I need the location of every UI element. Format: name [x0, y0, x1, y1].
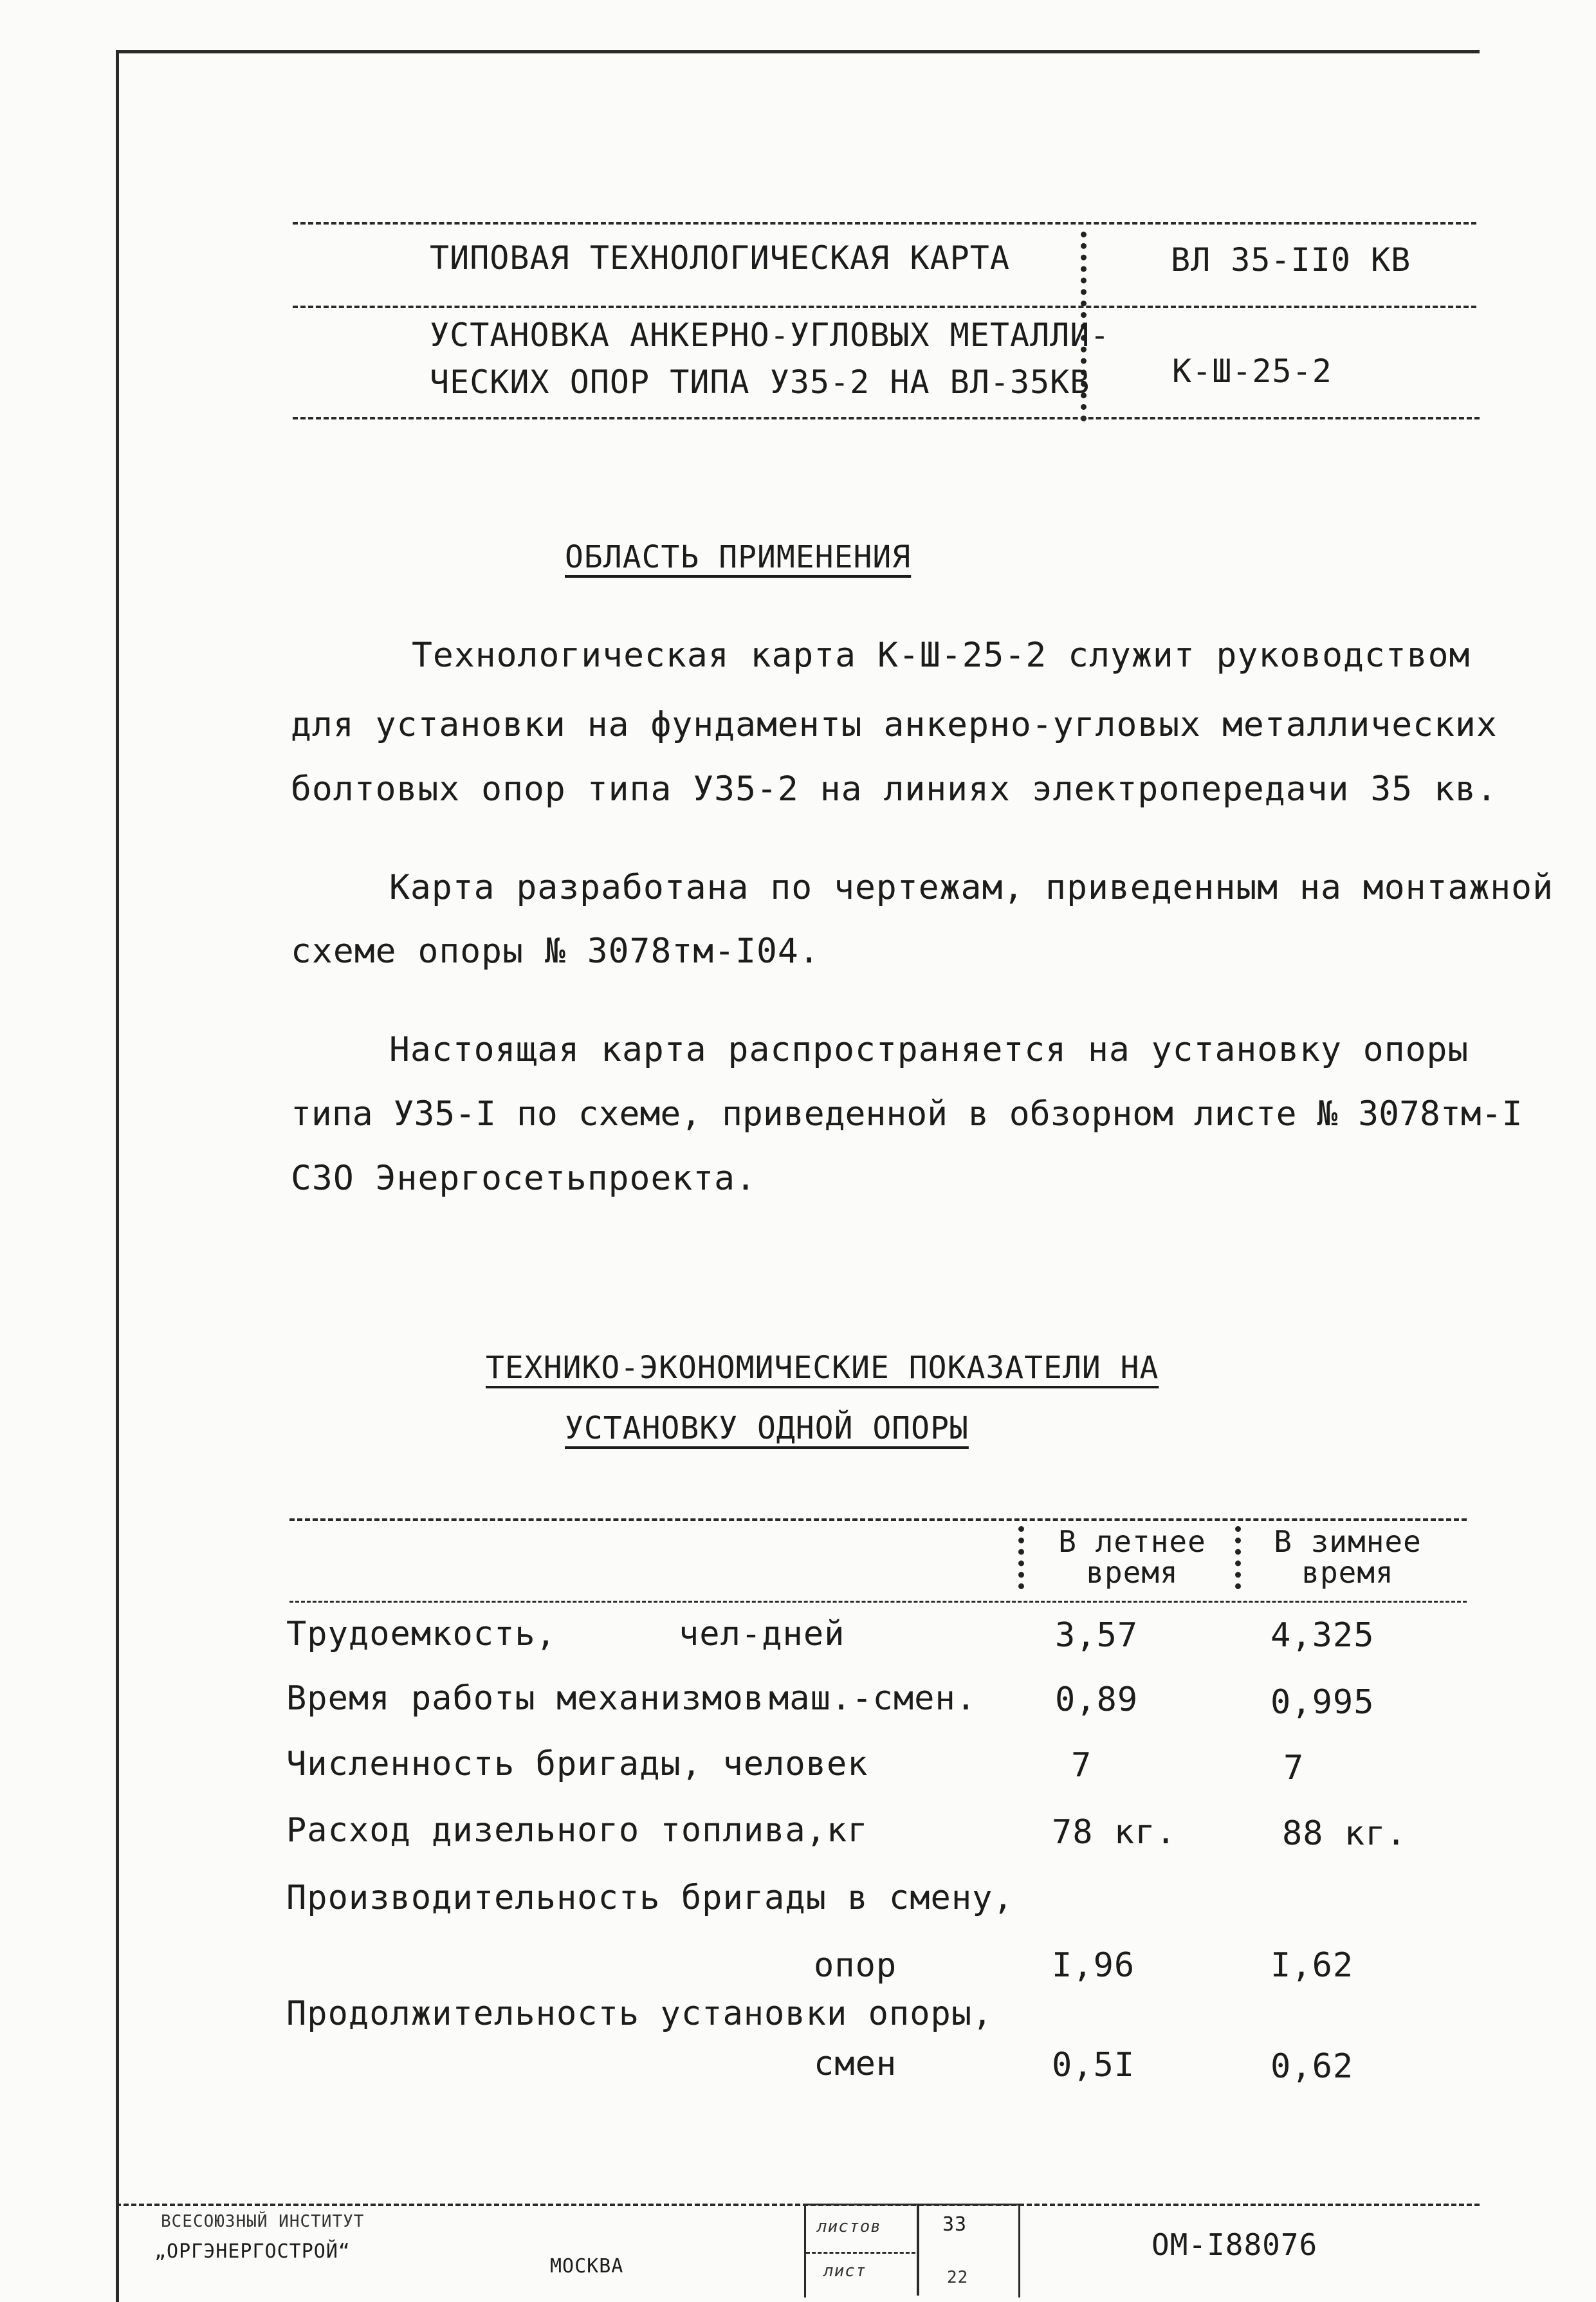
header-mid-rule: [293, 306, 1476, 308]
footer-sheets-label: листов: [817, 2217, 881, 2236]
scope-paragraph-3-line2: типа У35-I по схеме, приведенной в обзорном листе № 3078тм-I: [291, 1094, 1523, 1134]
header-card-code: К-Ш-25-2: [1172, 353, 1332, 390]
header-subtitle-line2: ЧЕСКИХ ОПОР ТИПА У35-2 НА ВЛ-35КВ: [430, 364, 1090, 401]
footer-sheet-label: лист: [823, 2261, 867, 2281]
header-series: ВЛ 35-II0 КВ: [1171, 241, 1411, 279]
table-cell-summer: 7: [1071, 1746, 1092, 1785]
scope-paragraph-1-line3: болтовых опор типа У35-2 на линиях электропередачи 35 кв.: [291, 769, 1498, 809]
table-col-divider-2: [1235, 1526, 1241, 1589]
table-cell-summer: 3,57: [1055, 1616, 1139, 1655]
footer-sheet-box-mid-rule: [806, 2252, 915, 2254]
table-cell-winter: 88 кг.: [1282, 1814, 1407, 1853]
section-title-scope: ОБЛАСТЬ ПРИМЕНЕНИЯ: [565, 539, 912, 575]
table-row-label: Продолжительность установки опоры,: [286, 1994, 993, 2033]
table-row-label: Трудоемкость,: [286, 1615, 556, 1653]
table-cell-winter: 0,995: [1270, 1683, 1375, 1722]
table-row-label: Численность бригады, человек: [286, 1745, 868, 1783]
footer-document-code: ОМ-I88076: [1151, 2227, 1318, 2262]
footer-sheets-value: 33: [942, 2213, 968, 2236]
table-cell-winter: 0,62: [1270, 2047, 1354, 2086]
table-cell-summer: 78 кг.: [1052, 1813, 1177, 1852]
section-title-indicators-line1: ТЕХНИКО-ЭКОНОМИЧЕСКИЕ ПОКАЗАТЕЛИ НА: [486, 1350, 1159, 1386]
table-cell-summer: 0,89: [1055, 1680, 1139, 1719]
table-col-divider-1: [1018, 1526, 1024, 1589]
section-title-indicators-line2: УСТАНОВКУ ОДНОЙ ОПОРЫ: [565, 1410, 969, 1446]
header-top-rule: [293, 222, 1476, 225]
table-row-label: Расход дизельного топлива,кг: [286, 1811, 868, 1850]
table-header-summer: [1045, 1526, 1219, 1588]
scope-paragraph-3-line1: Настоящая карта распространяется на установку опоры: [389, 1030, 1469, 1069]
header-subtitle-line1: УСТАНОВКА АНКЕРНО-УГЛОВЫХ МЕТАЛЛИ-: [430, 317, 1110, 354]
table-top-rule: [289, 1518, 1467, 1521]
footer-sheet-value: 22: [947, 2268, 969, 2287]
table-row-label: Производительность бригады в смену,: [286, 1879, 1014, 1917]
table-cell-winter: 4,325: [1270, 1616, 1375, 1655]
table-cell-summer: I,96: [1052, 1946, 1135, 1985]
table-cell-summer: 0,5I: [1052, 2046, 1135, 2085]
table-header-summer-line1: В летнее: [1058, 1524, 1206, 1559]
table-row-label: Время работы механизмов: [286, 1679, 765, 1718]
table-row-unit: опор: [814, 1946, 897, 1985]
table-row-unit: маш.-смен.: [769, 1679, 977, 1718]
footer-top-rule: [116, 2204, 1480, 2206]
table-header-winter: [1261, 1526, 1435, 1588]
table-cell-winter: 7: [1283, 1749, 1305, 1787]
scope-paragraph-2-line1: Карта разработана по чертежам, приведенным на монтажной: [389, 868, 1554, 907]
footer-org-line1: ВСЕСОЮЗНЫЙ ИНСТИТУТ: [161, 2212, 365, 2231]
header-bottom-rule: [293, 417, 1480, 419]
footer-org-line2: „ОРГЭНЕРГОСТРОЙ“: [154, 2240, 351, 2263]
scope-paragraph-1-line1: Технологическая карта К-Ш-25-2 служит руководством: [412, 636, 1471, 675]
scope-paragraph-1-line2: для установки на фундаменты анкерно-угловых металлических: [291, 705, 1498, 744]
footer-city: МОСКВА: [550, 2255, 624, 2278]
table-header-summer-line2: время: [1086, 1555, 1179, 1590]
table-header-rule: [289, 1601, 1467, 1603]
header-title: ТИПОВАЯ ТЕХНОЛОГИЧЕСКАЯ КАРТА: [430, 239, 1010, 277]
table-header-winter-line2: время: [1301, 1555, 1394, 1590]
table-cell-winter: I,62: [1270, 1946, 1354, 1985]
table-row-unit: смен: [814, 2045, 897, 2083]
table-row-unit: чел-дней: [679, 1615, 845, 1653]
scope-paragraph-3-line3: СЗО Энергосетьпроекта.: [291, 1159, 757, 1198]
table-header-winter-line1: В зимнее: [1274, 1524, 1422, 1559]
footer-sheet-box-divider: [917, 2204, 919, 2296]
scope-paragraph-2-line2: схеме опоры № 3078тм-I04.: [291, 932, 820, 971]
